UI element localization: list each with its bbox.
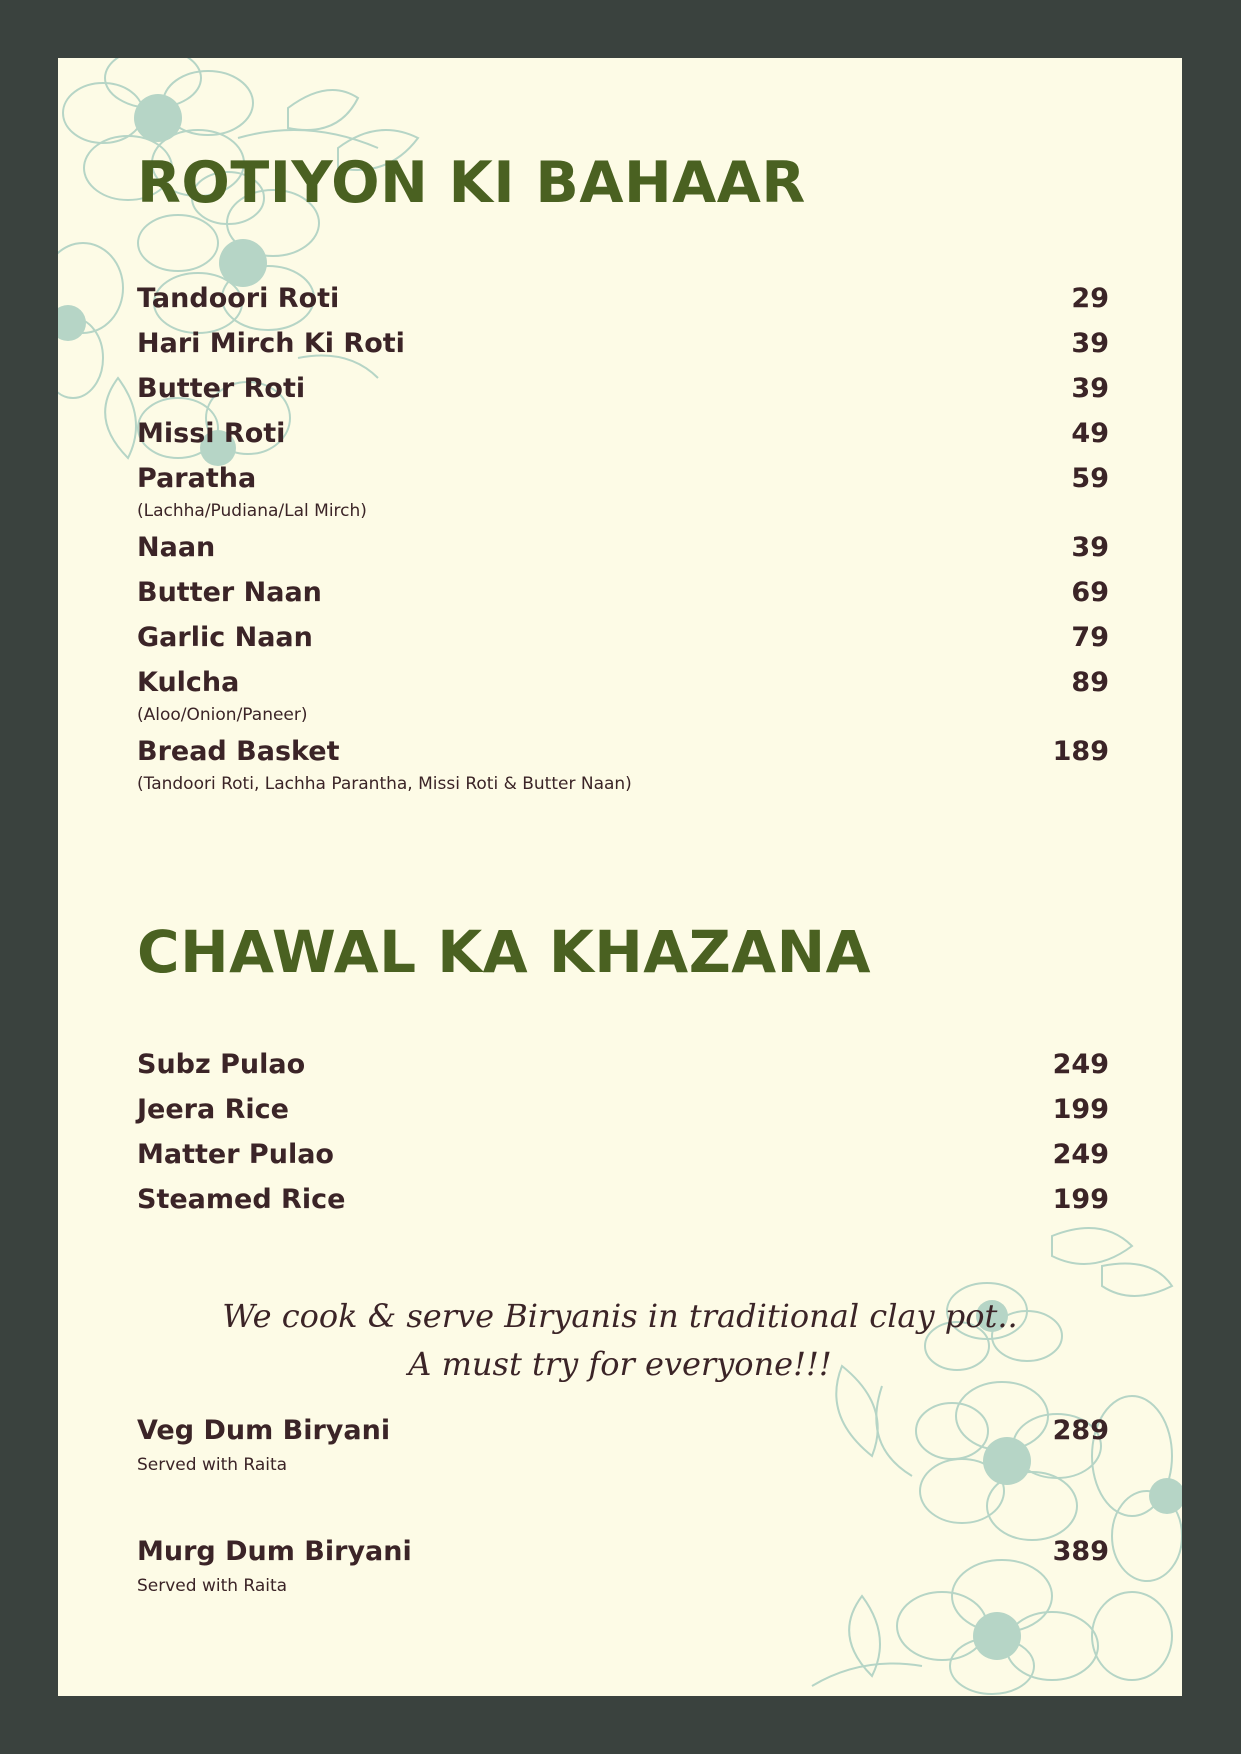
- item-name: Murg Dum Biryani: [137, 1536, 412, 1567]
- item-name: Steamed Rice: [137, 1184, 346, 1215]
- menu-item: [137, 1408, 1109, 1477]
- menu-item: [137, 1529, 1109, 1598]
- item-name: Bread Basket: [137, 736, 340, 767]
- item-name: Butter Roti: [137, 373, 306, 404]
- item-name: Jeera Rice: [137, 1094, 289, 1125]
- item-price: 49: [1071, 418, 1109, 449]
- item-price: 79: [1071, 622, 1109, 653]
- menu-item: [137, 411, 1109, 456]
- menu-item: [137, 456, 1109, 523]
- item-description: (Tandoori Roti, Lachha Parantha, Missi Roti & Butter Naan): [137, 774, 632, 794]
- menu-list-rotiyon: [137, 276, 1109, 798]
- item-price: 39: [1071, 532, 1109, 563]
- item-price: 199: [1052, 1094, 1109, 1125]
- item-price: 69: [1071, 577, 1109, 608]
- menu-item: [137, 615, 1109, 660]
- menu-list-chawal: [137, 1042, 1109, 1222]
- item-name: Subz Pulao: [137, 1049, 306, 1080]
- menu-item: [137, 660, 1109, 727]
- item-name: Naan: [137, 532, 216, 563]
- menu-item: [137, 1177, 1109, 1222]
- menu-item: [137, 570, 1109, 615]
- tagline-line-1: We cook & serve Biryanis in traditional clay pot..: [222, 1297, 1018, 1335]
- item-name: Tandoori Roti: [137, 283, 340, 314]
- item-price: 39: [1071, 328, 1109, 359]
- menu-page: [58, 58, 1182, 1696]
- item-price: 189: [1052, 736, 1109, 767]
- menu-item: [137, 525, 1109, 570]
- item-name: Butter Naan: [137, 577, 322, 608]
- section-title-rotiyon: ROTIYON KI BAHAAR: [137, 150, 806, 216]
- item-name: Veg Dum Biryani: [137, 1415, 391, 1446]
- tagline-line-2: A must try for everyone!!!: [408, 1345, 832, 1383]
- menu-item: [137, 321, 1109, 366]
- item-price: 289: [1052, 1415, 1109, 1446]
- menu-item: [137, 1132, 1109, 1177]
- item-price: 39: [1071, 373, 1109, 404]
- item-price: 389: [1052, 1536, 1109, 1567]
- item-price: 89: [1071, 667, 1109, 698]
- menu-item: [137, 366, 1109, 411]
- item-name: Missi Roti: [137, 418, 286, 449]
- item-price: 249: [1052, 1049, 1109, 1080]
- item-price: 199: [1052, 1184, 1109, 1215]
- biryani-tagline: [58, 1292, 1182, 1388]
- item-description: Served with Raita: [137, 1455, 288, 1475]
- menu-item: [137, 1042, 1109, 1087]
- menu-item: [137, 1087, 1109, 1132]
- section-title-chawal: CHAWAL KA KHAZANA: [137, 918, 872, 986]
- item-price: 249: [1052, 1139, 1109, 1170]
- menu-list-biryani: [137, 1408, 1109, 1650]
- item-description: (Aloo/Onion/Paneer): [137, 705, 308, 725]
- item-name: Garlic Naan: [137, 622, 313, 653]
- item-price: 29: [1071, 283, 1109, 314]
- item-name: Hari Mirch Ki Roti: [137, 328, 405, 359]
- item-price: 59: [1071, 463, 1109, 494]
- item-name: Kulcha: [137, 667, 240, 698]
- item-name: Paratha: [137, 463, 257, 494]
- item-name: Matter Pulao: [137, 1139, 334, 1170]
- item-description: (Lachha/Pudiana/Lal Mirch): [137, 501, 367, 521]
- item-description: Served with Raita: [137, 1576, 288, 1596]
- menu-item: [137, 276, 1109, 321]
- menu-item: [137, 729, 1109, 796]
